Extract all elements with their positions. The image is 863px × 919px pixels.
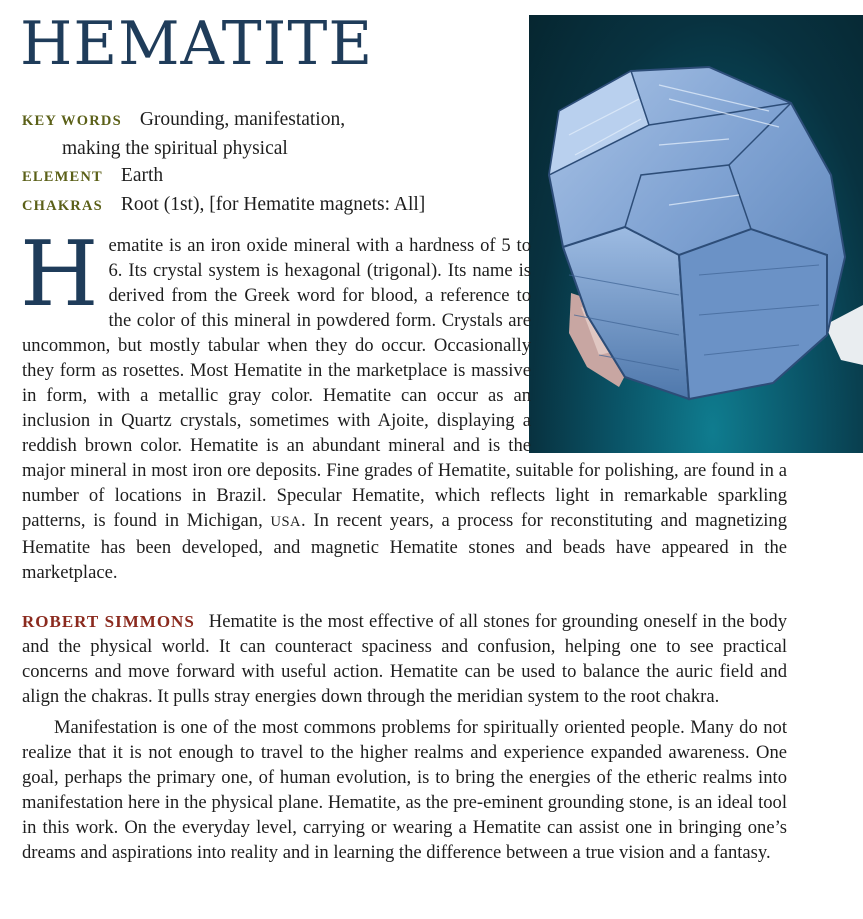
page-title: HEMATITE	[20, 9, 374, 79]
drop-cap: H	[20, 222, 99, 327]
intro-paragraph	[20, 222, 787, 585]
element-row	[22, 162, 512, 191]
intro-text-part2: . In recent years, a process for reconstituting and magnetizing Hematite has been developed, and magnetic Hematite stones and beads have appeared in the marketplace.	[22, 510, 787, 583]
section-gap	[22, 585, 787, 609]
keywords-value-continued: making the spiritual physical	[62, 138, 288, 159]
simmons-text-1: Hematite is the most effective of all stones for grounding oneself in the body and the physical world. It can counteract spaciness and confusion, helping one to see practical concerns and move forward with useful action. Hematite can be used to balance the auric field and align the chakras. It pulls stray energies down through the meridian system to the root chakra.	[22, 611, 787, 707]
keywords-label: KEY WORDS	[22, 113, 122, 129]
element-value: Earth	[120, 165, 164, 186]
chakras-value: Root (1st), [for Hematite magnets: All]	[120, 194, 426, 215]
author-name: ROBERT SIMMONS	[22, 612, 195, 631]
chakras-label: CHAKRAS	[22, 198, 103, 214]
intro-text-part1: ematite is an iron oxide mineral with a hardness of 5 to 6. Its crystal system is hexagonal (trigonal). Its name is derived from the Greek word for blood, a reference to the color of this mineral in powdered form. Crystals are uncommon, but mostly tabular when they do occur. Occasionally they form as rosettes. Most Hematite in the marketplace is massive in form, with a metallic gray color. Hematite can occur as an inclusion in Quartz crystals, sometimes with Ajoite, displaying a reddish brown color. Hematite is an abundant mineral and is the major mineral in most iron ore deposits. Fine grades of Hematite, suitable for polishing, are found in a number of locations in Brazil. Specular Hematite, which reflects light in remarkable sparkling patterns, is found in Michigan,	[22, 235, 787, 531]
keywords-value: Grounding, manifestation,	[139, 109, 346, 130]
properties-block	[22, 106, 512, 220]
keywords-row	[22, 106, 512, 135]
simmons-paragraph-1	[22, 609, 787, 709]
chakras-row	[22, 191, 512, 220]
simmons-paragraph-2: Manifestation is one of the most commons problems for spiritually oriented people. Many do not realize that it is not enough to travel to the higher realms and experience expanded awareness. One goal, perhaps the primary one, of human evolution, is to bring the energies of the etheric realms into manifestation here in the physical plane. Hematite, as the pre-eminent grounding stone, is an ideal tool in this work. On the everyday level, carrying or wearing a Hematite can assist one in bringing one’s dreams and aspirations into reality and in learning the difference between a true vision and a fantasy.	[22, 717, 787, 863]
intro-text-usa: USA	[270, 514, 301, 530]
photo-float-space	[531, 233, 787, 455]
element-label: ELEMENT	[22, 169, 103, 185]
description-text	[20, 222, 787, 865]
